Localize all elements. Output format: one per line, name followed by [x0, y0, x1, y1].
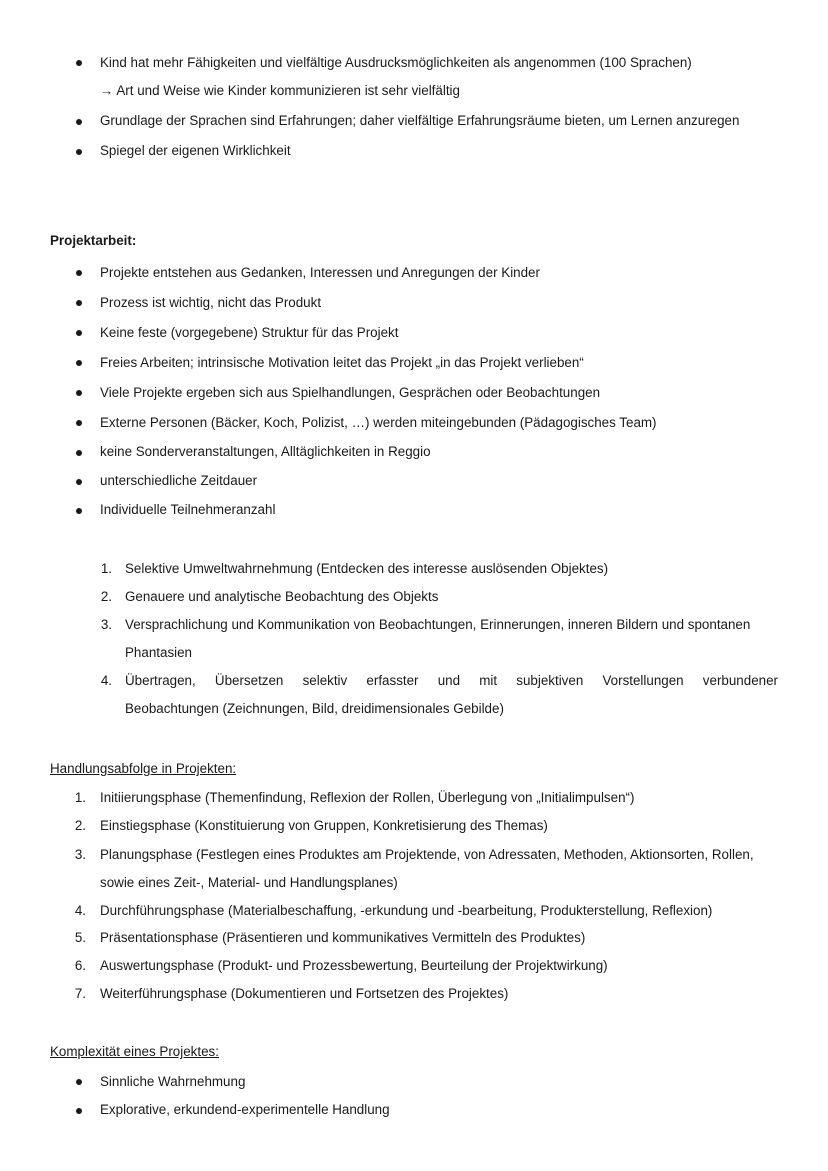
list-item: Explorative, erkundend-experimentelle Handlung [100, 1102, 390, 1117]
bullet-icon [76, 450, 82, 456]
step-number: 3. [100, 617, 112, 632]
step-number: 2. [100, 589, 112, 604]
phase-text: Planungsphase (Festlegen eines Produktes am Projektende, von Adressaten, Methoden, Aktionsorten, Rollen, [100, 847, 754, 862]
bullet-icon [76, 420, 82, 426]
list-item: keine Sonderveranstaltungen, Alltäglichkeiten in Reggio [100, 444, 431, 459]
bullet-icon [76, 300, 82, 306]
bullet-icon [76, 119, 82, 125]
list-item: Freies Arbeiten; intrinsische Motivation leitet das Projekt „in das Projekt verlieben“ [100, 355, 584, 370]
phase-number: 2. [74, 818, 86, 833]
bullet-icon [76, 1079, 82, 1085]
intro-item-sub: → Art und Weise wie Kinder kommunizieren ist sehr vielfältig [100, 83, 460, 98]
bullet-icon [76, 479, 82, 485]
section-heading-projektarbeit: Projektarbeit: [50, 233, 137, 248]
bullet-icon [76, 270, 82, 276]
bullet-icon [76, 60, 82, 66]
phase-text-continued: sowie eines Zeit-, Material- und Handlungsplanes) [100, 875, 398, 890]
phase-number: 7. [74, 986, 86, 1001]
section-heading-handlungsabfolge: Handlungsabfolge in Projekten: [50, 761, 237, 776]
intro-item-text: Grundlage der Sprachen sind Erfahrungen; daher vielfältige Erfahrungsräume bieten, um Lernen anzuregen [100, 113, 740, 128]
step-text: Übertragen, Übersetzen selektiv erfasster und mit subjektiven Vorstellungen verbundener [125, 673, 778, 688]
phase-text: Durchführungsphase (Materialbeschaffung, -erkundung und -bearbeitung, Produkterstellung, Reflexion) [100, 903, 713, 918]
phase-text: Einstiegsphase (Konstituierung von Gruppen, Konkretisierung des Themas) [100, 818, 548, 833]
phase-text: Auswertungsphase (Produkt- und Prozessbewertung, Beurteilung der Projektwirkung) [100, 958, 608, 973]
bullet-icon [76, 149, 82, 155]
phase-text: Weiterführungsphase (Dokumentieren und Fortsetzen des Projektes) [100, 986, 509, 1001]
list-item: Externe Personen (Bäcker, Koch, Polizist, …) werden miteingebunden (Pädagogisches Team) [100, 415, 657, 430]
list-item: Viele Projekte ergeben sich aus Spielhandlungen, Gesprächen oder Beobachtungen [100, 385, 601, 400]
phase-text: Präsentationsphase (Präsentieren und kommunikatives Vermitteln des Produktes) [100, 930, 586, 945]
bullet-icon [76, 360, 82, 366]
phase-number: 5. [74, 930, 86, 945]
phase-number: 3. [74, 847, 86, 862]
step-number: 1. [100, 561, 112, 576]
bullet-icon [76, 330, 82, 336]
list-item: unterschiedliche Zeitdauer [100, 473, 258, 488]
step-text: Selektive Umweltwahrnehmung (Entdecken des interesse auslösenden Objektes) [125, 561, 609, 576]
step-text: Versprachlichung und Kommunikation von Beobachtungen, Erinnerungen, inneren Bildern und spontanen [125, 617, 751, 632]
bullet-icon [76, 508, 82, 514]
step-text-continued: Phantasien [125, 645, 193, 660]
intro-item-text: Spiegel der eigenen Wirklichkeit [100, 143, 291, 158]
step-text: Genauere und analytische Beobachtung des Objekts [125, 589, 439, 604]
bullet-icon [76, 390, 82, 396]
step-text-continued: Beobachtungen (Zeichnungen, Bild, dreidimensionales Gebilde) [125, 701, 504, 716]
intro-item-text: Kind hat mehr Fähigkeiten und vielfältige Ausdrucksmöglichkeiten als angenommen (100 Sprachen) [100, 55, 692, 70]
phase-number: 1. [74, 790, 86, 805]
list-item: Keine feste (vorgegebene) Struktur für das Projekt [100, 325, 399, 340]
list-item: Individuelle Teilnehmeranzahl [100, 502, 276, 517]
list-item: Projekte entstehen aus Gedanken, Interessen und Anregungen der Kinder [100, 265, 540, 280]
bullet-icon [76, 1108, 82, 1114]
list-item: Sinnliche Wahrnehmung [100, 1074, 246, 1089]
section-heading-komplexitaet: Komplexität eines Projektes: [50, 1044, 219, 1059]
step-number: 4. [100, 673, 112, 688]
phase-number: 6. [74, 958, 86, 973]
phase-text: Initiierungsphase (Themenfindung, Reflexion der Rollen, Überlegung von „Initialimpulsen“) [100, 790, 635, 805]
phase-number: 4. [74, 903, 86, 918]
list-item: Prozess ist wichtig, nicht das Produkt [100, 295, 322, 310]
